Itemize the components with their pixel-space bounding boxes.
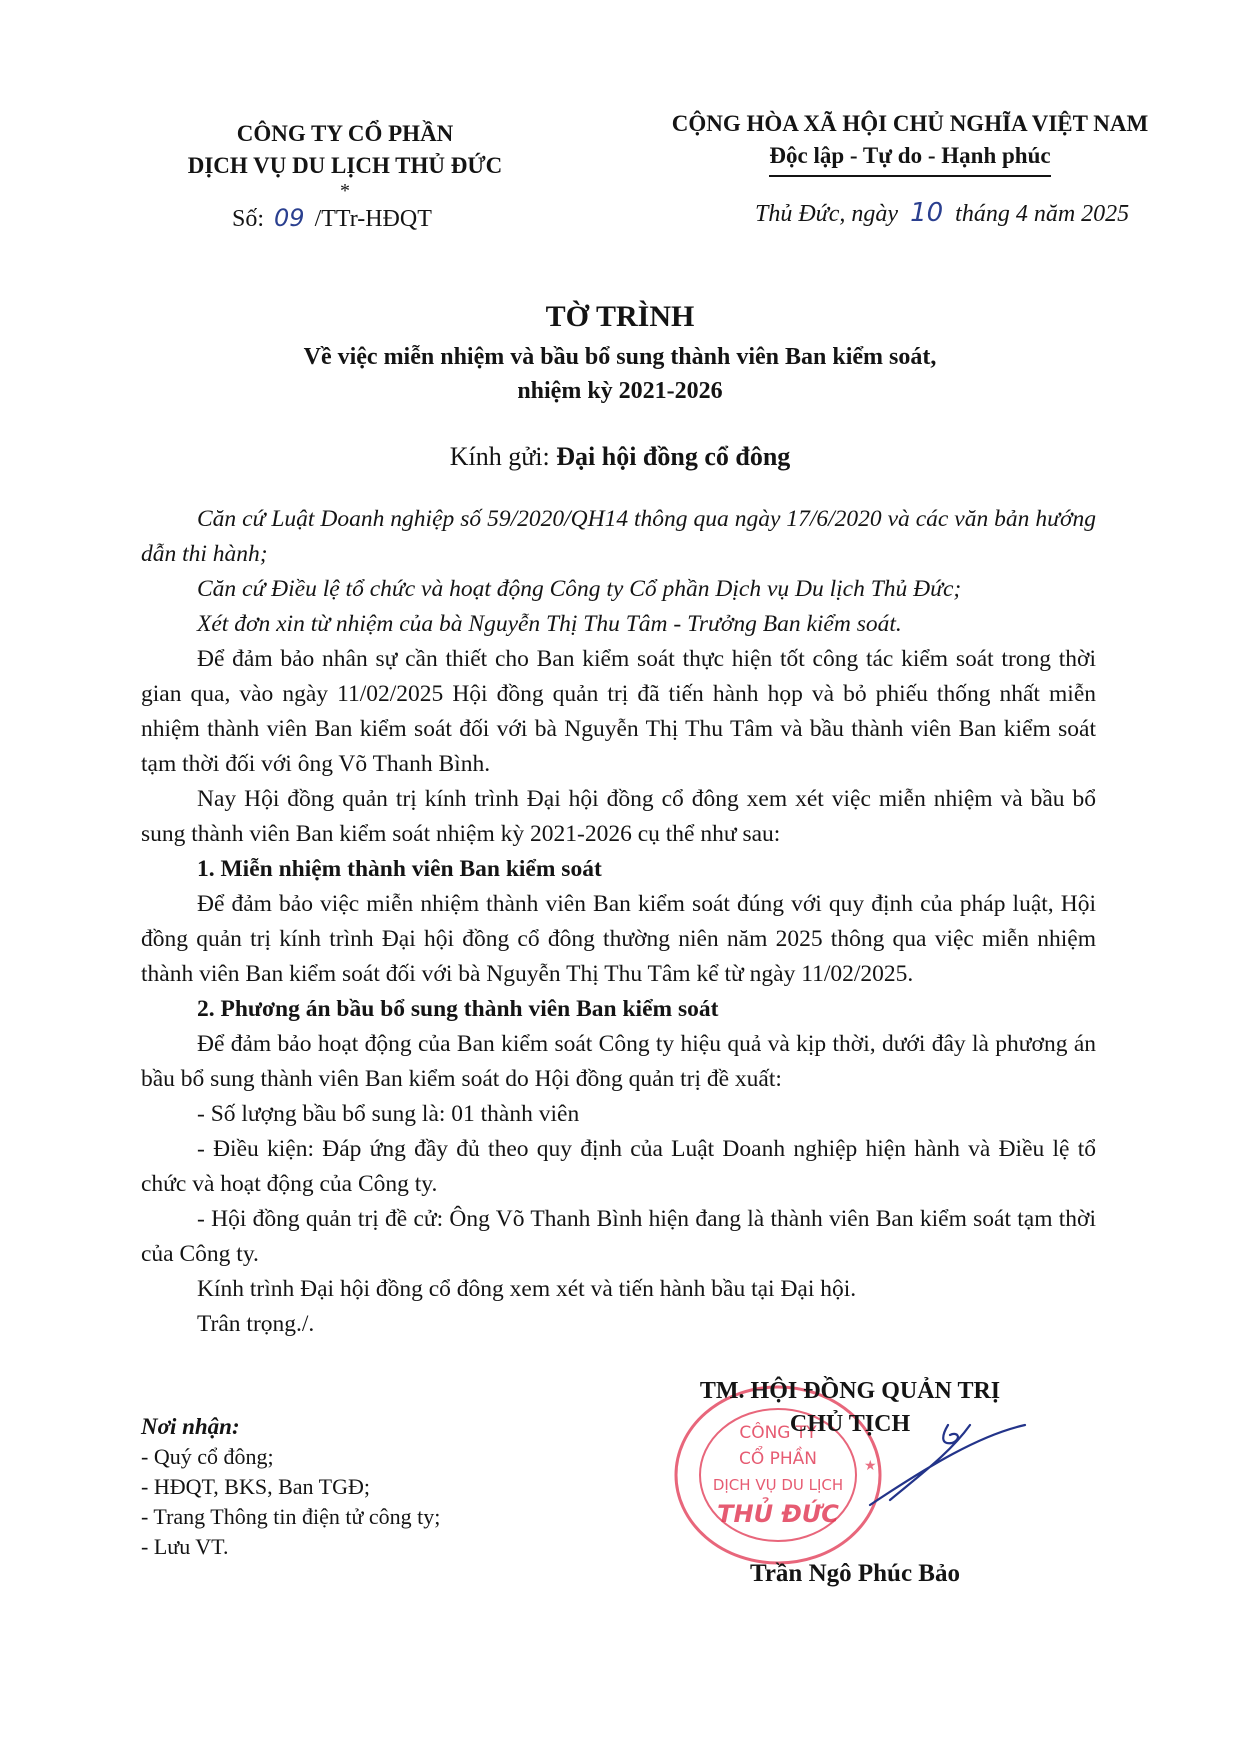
- legal-basis-3: Xét đơn xin từ nhiệm của bà Nguyễn Thị Thu Tâm - Trưởng Ban kiểm soát.: [197, 611, 902, 637]
- svg-text:★: ★: [864, 1458, 877, 1474]
- handwritten-signature-icon: [830, 1395, 1030, 1515]
- addressee: [0, 442, 1240, 472]
- subtitle-line2: nhiệm kỳ 2021-2026: [517, 378, 723, 404]
- stamp-line4: THỦ ĐỨC: [717, 1500, 839, 1528]
- section-1-text: Để đảm bảo việc miễn nhiệm thành viên Ban kiểm soát đúng với quy định của pháp luật, Hội đồng quản trị kính trình Đại hội đồng cổ đông thường niên năm 2025 thông qua việc miễn nhiệm thành viên Ban kiểm soát đối với bà Nguyễn Thị Thu Tâm kể từ ngày 11/02/2025.: [141, 891, 1096, 987]
- legal-basis-2: Căn cứ Điều lệ tổ chức và hoạt động Công ty Cổ phần Dịch vụ Du lịch Thủ Đức;: [197, 576, 962, 602]
- document-date: [755, 198, 1129, 228]
- section-2-item-1: - Số lượng bầu bổ sung là: 01 thành viên: [197, 1101, 580, 1127]
- company-name-line1: CÔNG TY CỔ PHẦN: [236, 121, 454, 146]
- national-header: [640, 108, 1180, 177]
- recipient-item: - HĐQT, BKS, Ban TGĐ;: [141, 1474, 370, 1499]
- company-star: *: [340, 180, 350, 202]
- addressee-prefix: Kính gửi:: [449, 442, 550, 471]
- subtitle-line1: Về việc miễn nhiệm và bầu bổ sung thành viên Ban kiểm soát,: [303, 344, 937, 370]
- document-title: TỜ TRÌNH: [545, 300, 695, 333]
- recipients-block: [141, 1412, 440, 1562]
- stamp-line3: DỊCH VỤ DU LỊCH: [712, 1476, 844, 1494]
- section-1-title: 1. Miễn nhiệm thành viên Ban kiểm soát: [197, 856, 602, 882]
- document-number: [232, 204, 432, 233]
- date-suffix: tháng 4 năm 2025: [955, 201, 1130, 227]
- stamp-line2: CỔ PHẦN: [738, 1449, 818, 1469]
- section-2-title: 2. Phương án bầu bổ sung thành viên Ban kiểm soát: [197, 996, 719, 1022]
- recipients-title: Nơi nhận:: [141, 1414, 240, 1439]
- company-header: [150, 118, 540, 200]
- doc-no-suffix: /TTr-HĐQT: [314, 206, 432, 232]
- paragraph-1: Để đảm bảo nhân sự cần thiết cho Ban kiểm soát thực hiện tốt công tác kiểm soát trong thời gian qua, vào ngày 11/02/2025 Hội đồng quản trị đã tiến hành họp và bỏ phiếu thống nhất miễn nhiệm thành viên Ban kiểm soát đối với bà Nguyễn Thị Thu Tâm và bầu thành viên Ban kiểm soát tạm thời đối với ông Võ Thanh Bình.: [141, 646, 1096, 777]
- signer-name: Trần Ngô Phúc Bảo: [750, 1560, 960, 1587]
- section-2-item-2: - Điều kiện: Đáp ứng đầy đủ theo quy định của Luật Doanh nghiệp hiện hành và Điều lệ tổ chức và hoạt động của Công ty.: [141, 1136, 1096, 1197]
- document-subtitle: [0, 340, 1240, 408]
- addressee-name: Đại hội đồng cổ đông: [556, 442, 791, 471]
- nation-motto: Độc lập - Tự do - Hạnh phúc: [769, 140, 1050, 177]
- signature-org: TM. HỘI ĐỒNG QUẢN TRỊ: [699, 1378, 1001, 1404]
- recipient-item: - Quý cổ đông;: [141, 1444, 274, 1469]
- regards-line: Trân trọng./.: [197, 1311, 315, 1337]
- closing-line: Kính trình Đại hội đồng cổ đông xem xét và tiến hành bầu tại Đại hội.: [197, 1276, 857, 1302]
- section-2-intro: Để đảm bảo hoạt động của Ban kiểm soát Công ty hiệu quả và kịp thời, dưới đây là phương án bầu bổ sung thành viên Ban kiểm soát do Hội đồng quản trị đề xuất:: [141, 1031, 1096, 1092]
- signature-title: CHỦ TỊCH: [789, 1411, 911, 1437]
- company-name-line2: DỊCH VỤ DU LỊCH THỦ ĐỨC: [187, 153, 503, 178]
- document-body: [141, 502, 1096, 1342]
- date-prefix: Thủ Đức, ngày: [755, 201, 899, 227]
- doc-no-handwritten: 09: [274, 204, 305, 232]
- date-day-handwritten: 10: [910, 198, 944, 228]
- legal-basis-1: Căn cứ Luật Doanh nghiệp số 59/2020/QH14 thông qua ngày 17/6/2020 và các văn bản hướng dẫn thi hành;: [141, 506, 1096, 567]
- doc-no-prefix: Số:: [232, 206, 265, 232]
- recipient-item: - Lưu VT.: [141, 1534, 229, 1559]
- recipient-item: - Trang Thông tin điện tử công ty;: [141, 1504, 441, 1529]
- stamp-line1: CÔNG TY: [739, 1423, 817, 1443]
- section-2-item-3: - Hội đồng quản trị đề cử: Ông Võ Thanh Bình hiện đang là thành viên Ban kiểm soát tạm thời của Công ty.: [141, 1206, 1096, 1267]
- nation-title: CỘNG HÒA XÃ HỘI CHỦ NGHĨA VIỆT NAM: [671, 111, 1149, 136]
- paragraph-2: Nay Hội đồng quản trị kính trình Đại hội đồng cổ đông xem xét việc miễn nhiệm và bầu bổ sung thành viên Ban kiểm soát nhiệm kỳ 2021-2026 cụ thể như sau:: [141, 786, 1096, 847]
